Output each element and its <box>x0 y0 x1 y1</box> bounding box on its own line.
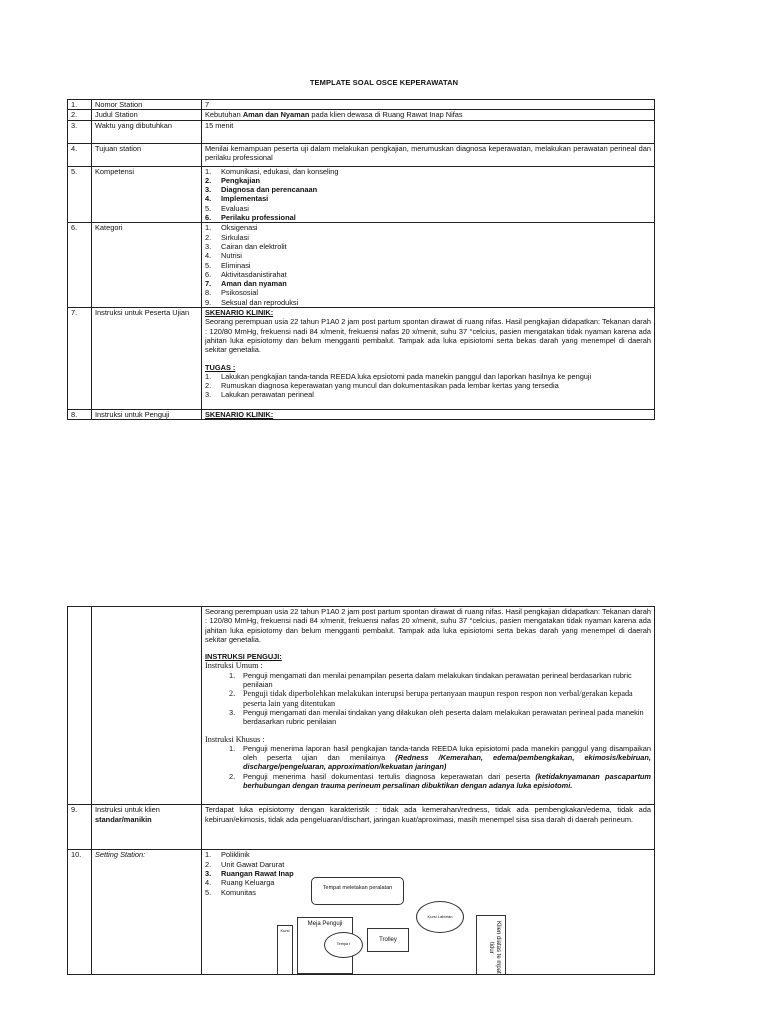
list-item: 8. Psikososial <box>205 288 258 298</box>
row-number: 6. <box>68 223 92 308</box>
row-value: Menilai kemampuan peserta uji dalam melakukan pengkajian, merumuskan diagnosa keperawatan, melakukan perawatan perineal dan perilaku professional <box>202 143 655 166</box>
row-value: Terdapat luka episiotomy dengan karakteristik : tidak ada kemerahan/redness, tidak ada pembengkakan/edema, tidak ada kebiruan/ekimosis, tidak ada pengeluaran/dischart, jaringan kuat/aproximasi, masih menempel sisa sisa darah di daerah perineum. <box>202 805 655 850</box>
list-item: 1. Penguji menerima laporan hasil pengkajian tanda-tanda REEDA luka episiotomi pada manekin panggul yang disampaikan oleh peserta ujian dan menilainya (Redness /Kemerahan, edema/pembengkakan, ekimosis/kebiruan, discharge/pengeluaran, approximation/kekuatan jaringan) <box>229 743 651 772</box>
document-title: TEMPLATE SOAL OSCE KEPERAWATAN <box>309 78 459 87</box>
row-label: Instruksi untuk Peserta Ujian <box>92 308 202 410</box>
table-row <box>68 607 655 805</box>
section-heading: INSTRUKSI PENGUJI: <box>205 652 282 662</box>
text: Kebutuhan <box>205 110 243 120</box>
row-number: 2. <box>68 110 92 120</box>
place-circle: Tempa t <box>324 932 363 958</box>
row-number: 3. <box>68 120 92 143</box>
row-value <box>202 308 655 410</box>
setting-list <box>205 850 294 896</box>
table-row <box>68 100 655 110</box>
station-table-part2 <box>67 606 655 975</box>
scenario-text: Seorang perempuan usia 22 tahun P1A0 2 jam post partum spontan dirawat di ruang nifas. Hasil pengkajian didapatkan: Tekanan darah : 120/80 MmHg, frekuensi nadi 84 x/menit, frekuensi nafas 20 x/menit, suhu 37 °celcius, pasien mengatakan tidak nyaman karena ada jahitan luka episiotomy dan belum mengganti pembalut. Tampak ada luka episiotomi serta bekas darah yang menempel di daerah sekitar genetalia. <box>205 607 651 644</box>
row-label: Waktu yang dibutuhkan <box>92 120 202 143</box>
row-value: 15 menit <box>202 120 655 143</box>
list-item: 2. Pengkajian <box>205 175 261 185</box>
subheading: Instruksi Khusus : <box>205 734 265 744</box>
section-heading: SKENARIO KLINIK: <box>205 308 274 318</box>
list-item: 1. Komunikasi, edukasi, dan konseling <box>205 166 339 176</box>
list-item: 6. Perilaku professional <box>205 213 296 223</box>
list-item: 1. Penguji mengamati dan menilai penampilan peserta dalam melakukan tindakan perawatan perineal berdasarkan rubric penilaian <box>229 670 632 690</box>
task-list <box>205 372 651 400</box>
text-bold: Aman dan Nyaman <box>242 110 310 120</box>
list-item: 2. Unit Gawat Darurat <box>205 859 285 869</box>
examiner-table-box: Meja Penguji <box>297 917 353 974</box>
row-value <box>202 409 655 419</box>
row-number: 8. <box>68 409 92 419</box>
category-list <box>205 223 651 307</box>
specific-instruction-list <box>205 744 651 790</box>
patient-bed-box <box>476 915 506 975</box>
list-item: 9. Seksual dan reproduksi <box>205 297 299 307</box>
list-item: 1. Lakukan pengkajian tanda-tanda REEDA luka epsiotomi pada manekin panggul dan laporkan hasilnya ke penguji <box>205 371 592 381</box>
patient-bed-label: Klien diatas te mpat tidur <box>488 921 501 975</box>
row-label: Judul Station <box>92 110 202 120</box>
lab-chair-circle: Kursi Laboran <box>416 901 464 933</box>
row-value <box>202 166 655 223</box>
row-label: Nomor Station <box>92 100 202 110</box>
list-item: 2. Sirkulasi <box>205 232 249 242</box>
row-value <box>202 850 655 975</box>
list-item: 3. Cairan dan elektrolit <box>205 241 287 251</box>
text: pada klien dewasa di Ruang Rawat Inap Nifas <box>309 110 463 120</box>
row-value <box>202 223 655 308</box>
list-item: 4. Ruang Keluarga <box>205 878 275 888</box>
list-item: 1. Poliklinik <box>205 850 250 860</box>
table-row <box>68 110 655 120</box>
table-row <box>68 223 655 308</box>
row-value <box>202 110 655 120</box>
table-row <box>68 143 655 166</box>
trolley-box: Trolley <box>367 928 409 952</box>
small-chair-box: Kursi <box>277 925 293 975</box>
table-row <box>68 805 655 850</box>
subheading: Instruksi Umum : <box>205 661 263 671</box>
competency-list <box>205 167 651 223</box>
station-table-part1 <box>67 99 655 420</box>
general-instruction-list <box>205 671 651 727</box>
row-value <box>202 607 655 805</box>
list-item: 1. Oksigenasi <box>205 223 258 233</box>
scenario-text: Seorang perempuan usia 22 tahun P1A0 2 jam post partum spontan dirawat di ruang nifas. Hasil pengkajian didapatkan: Tekanan darah : 120/80 MmHg, frekuensi nadi 84 x/menit, frekuensi nafas 20 x/menit, suhu 37 °celcius, pasien mengatakan tidak nyaman karena ada jahitan luka episiotomy dan belum mengganti pembalut. Tampak ada luka episiotomi serta bekas darah yang menempel di daerah sekitar genetalia. <box>205 317 651 355</box>
list-item: 6. Aktivitasdanistirahat <box>205 269 287 279</box>
list-item: 3. Lakukan perawatan perineal <box>205 390 314 400</box>
list-item: 3. Penguji mengamati dan menilai tindakan yang dilakukan oleh peserta dalam melakukan perawatan perineal pada manekin berdasarkan rubric penilaian <box>229 707 644 727</box>
setting-diagram <box>205 850 651 974</box>
list-item: 3. Ruangan Rawat Inap <box>205 868 294 878</box>
table-row <box>68 850 655 975</box>
list-item: 5. Komunitas <box>205 887 256 897</box>
list-item: 3. Diagnosa dan perencanaan <box>205 185 318 195</box>
list-item: 2. Rumuskan diagnosa keperawatan yang muncul dan dokumentasikan pada lembar kertas yang tersedia <box>205 381 559 391</box>
table-row <box>68 308 655 410</box>
row-label: Setting Station: <box>92 850 202 975</box>
equipment-table-box: Tempat meletakan peralatan <box>311 877 404 905</box>
list-item: 4. Implementasi <box>205 194 269 204</box>
row-label: Instruksi untuk klien standar/manikin <box>92 805 202 850</box>
row-value: 7 <box>202 100 655 110</box>
section-heading: TUGAS : <box>205 362 236 372</box>
row-label: Tujuan station <box>92 143 202 166</box>
list-item: 5. Eliminasi <box>205 260 251 270</box>
row-number: 4. <box>68 143 92 166</box>
table-row <box>68 409 655 419</box>
row-number: 7. <box>68 308 92 410</box>
row-label: Instruksi untuk Penguji <box>92 409 202 419</box>
list-item: 7. Aman dan nyaman <box>205 279 287 289</box>
list-item: 4. Nutrisi <box>205 251 242 261</box>
section-heading: SKENARIO KLINIK: <box>205 409 274 419</box>
list-item: 2. Penguji menerima hasil dokumentasi tertulis diagnosa keperawatan dari peserta (ketidaknyamanan pascapartum berhubungan dengan trauma perineum persalinan dibuktikan dengan adanya luka episiotomi. <box>229 771 651 791</box>
row-number: 9. <box>68 805 92 850</box>
row-label: Kategori <box>92 223 202 308</box>
row-label: Kompetensi <box>92 166 202 223</box>
list-item: 5. Evaluasi <box>205 203 249 213</box>
list-item: 2. Penguji tidak diperbolehkan melakukan interupsi berupa pertanyaan maupun respon respon non verbal/gerakan kepada peserta lain yang ditentukan <box>229 689 633 708</box>
row-number: 5. <box>68 166 92 223</box>
table-row <box>68 166 655 223</box>
row-number: 10. <box>68 850 92 975</box>
row-number: 1. <box>68 100 92 110</box>
table-row <box>68 120 655 143</box>
